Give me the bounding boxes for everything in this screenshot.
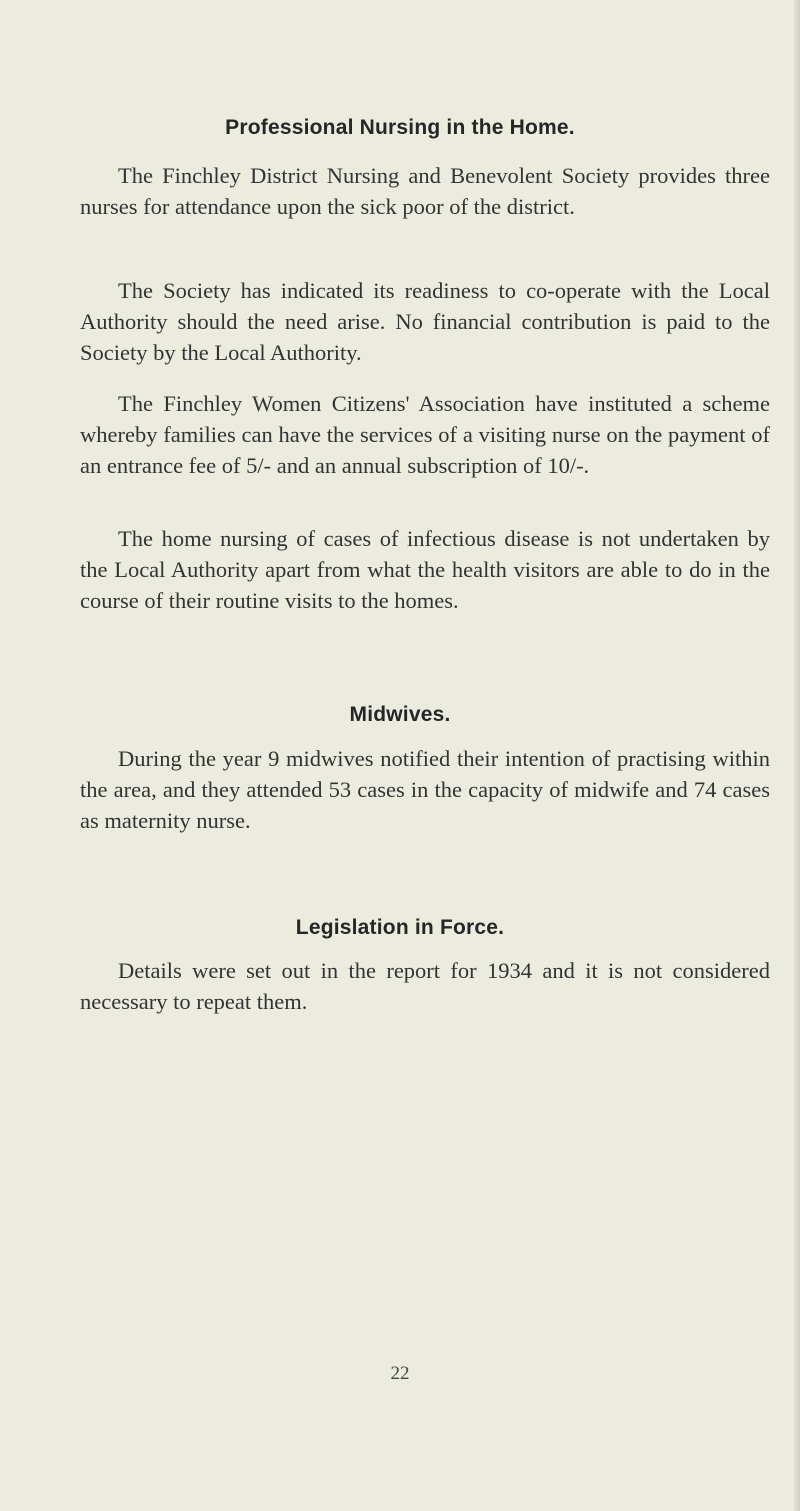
paragraph-infectious-disease: The home nursing of cases of infectious disease is not undertaken by the Local Authority apart from what the health visitors are able to do in the course of their routine visits to the homes. <box>80 526 770 613</box>
section-heading-legislation: Legislation in Force. <box>295 916 505 939</box>
page-edge-shadow <box>794 0 800 1511</box>
paragraph-legislation: Details were set out in the report for 1934 and it is not considered necessary to repeat them. <box>80 958 770 1014</box>
section-heading-nursing: Professional Nursing in the Home. <box>225 116 575 139</box>
paragraph-women-citizens: The Finchley Women Citizens' Association have instituted a scheme whereby families can have the services of a visiting nurse on the payment of an entrance fee of 5/- and an annual subscription of 10/-. <box>80 391 770 478</box>
paragraph-nursing-society: The Finchley District Nursing and Benevolent Society provides three nurses for attendance upon the sick poor of the district. <box>80 163 770 219</box>
page-number: 22 <box>390 1363 410 1384</box>
section-heading-midwives: Midwives. <box>349 703 451 726</box>
paragraph-society-cooperation: The Society has indicated its readiness to co-operate with the Local Authority should the need arise. No financial contribution is paid to the Society by the Local Authority. <box>80 278 770 365</box>
paragraph-midwives: During the year 9 midwives notified their intention of practising within the area, and they attended 53 cases in the capacity of midwife and 74 cases as maternity nurse. <box>80 746 770 833</box>
